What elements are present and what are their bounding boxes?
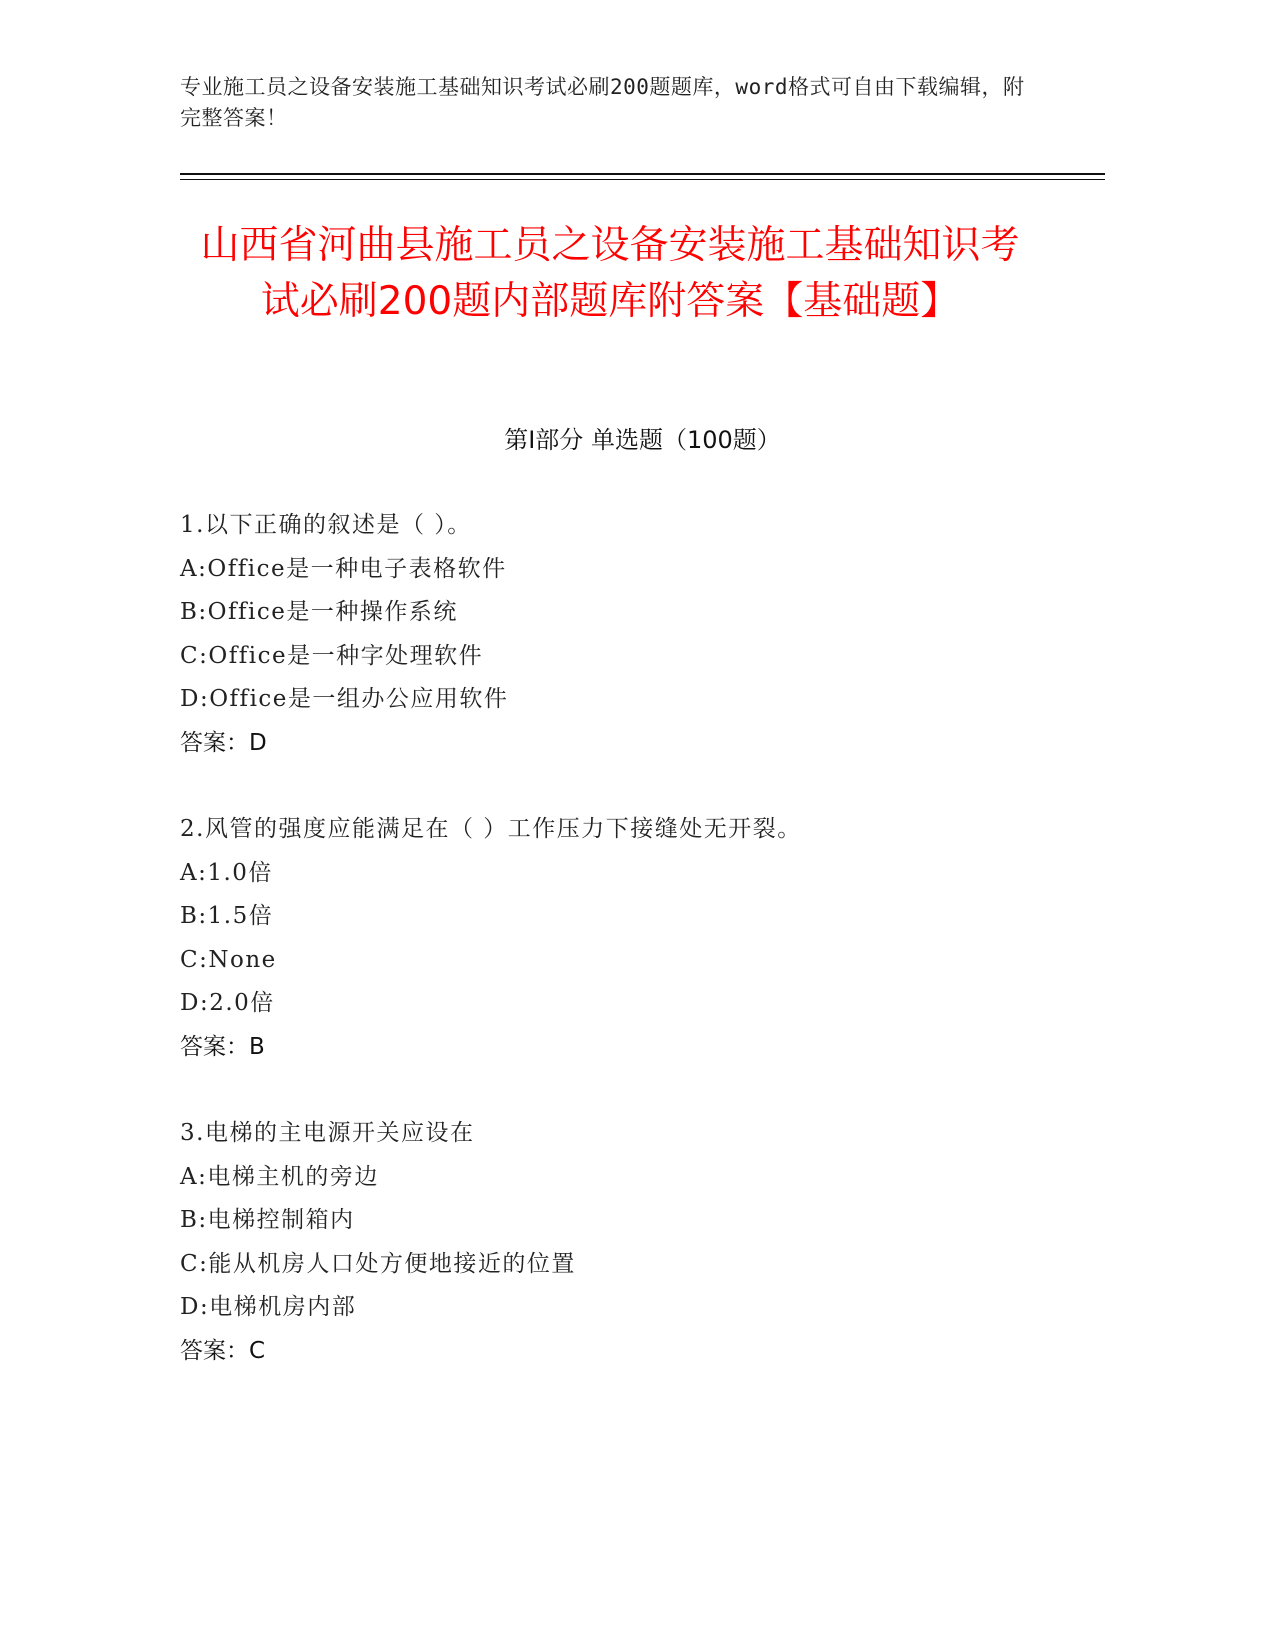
question-stem: 2.风管的强度应能满足在（ ）工作压力下接缝处无开裂。 xyxy=(180,816,802,842)
question-stem: 1.以下正确的叙述是（ ）。 xyxy=(180,512,472,538)
answer: 答案：B xyxy=(180,1033,265,1060)
header-rule-thick xyxy=(180,173,1105,175)
option-b: B:1.5倍 xyxy=(180,903,274,929)
document-title: 山西省河曲县施工员之设备安装施工基础知识考试必刷200题内部题库附答案【基础题】 xyxy=(200,223,1020,324)
option-a: A:1.0倍 xyxy=(180,859,273,886)
option-c: C:None xyxy=(180,946,277,973)
header-rule-thin xyxy=(180,179,1105,180)
option-d: D:Office是一组办公应用软件 xyxy=(180,686,509,712)
question-3 xyxy=(180,1112,1105,1373)
answer: 答案：D xyxy=(180,729,267,756)
answer: 答案：C xyxy=(180,1337,266,1364)
question-1 xyxy=(180,504,1105,765)
option-a: A:电梯主机的旁边 xyxy=(180,1163,379,1190)
option-c: C:能从机房人口处方便地接近的位置 xyxy=(180,1250,576,1277)
header-note: 专业施工员之设备安装施工基础知识考试必刷200题题库，word格式可自由下载编辑，附完整答案！ xyxy=(180,75,1025,130)
option-a: A:Office是一种电子表格软件 xyxy=(180,555,507,582)
question-stem: 3.电梯的主电源开关应设在 xyxy=(180,1120,475,1146)
option-d: D:2.0倍 xyxy=(180,990,275,1016)
option-c: C:Office是一种字处理软件 xyxy=(180,642,484,669)
option-b: B:电梯控制箱内 xyxy=(180,1207,355,1233)
question-list xyxy=(180,504,1105,1416)
section-title: 第Ⅰ部分 单选题（100题） xyxy=(504,426,781,454)
option-d: D:电梯机房内部 xyxy=(180,1294,357,1320)
option-b: B:Office是一种操作系统 xyxy=(180,599,458,625)
question-2 xyxy=(180,808,1105,1069)
